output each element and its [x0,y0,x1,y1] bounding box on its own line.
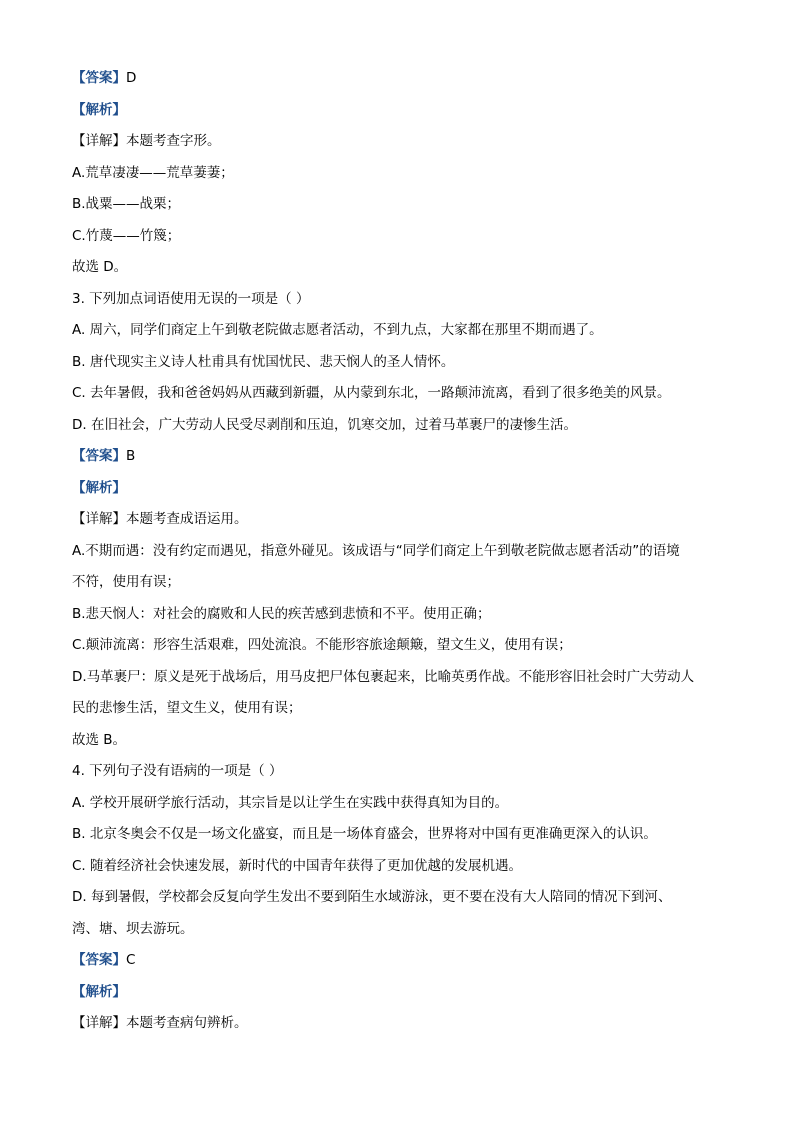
explanation-line: A.荒草凄凄——荒草萋萋； [72,164,234,181]
option-d-q3: D. 在旧社会，广大劳动人民受尽剥削和压迫，饥寒交加，过着马革裹尸的凄惨生活。 [72,416,577,433]
explanation-line: D.马革裹尸：原义是死于战场后，用马皮把尸体包裹起来，比喻英勇作战。不能形容旧社会时广大劳动人 [72,668,695,685]
answer-tag: 【答案】 [72,448,126,464]
question-stem-q3: 3. 下列加点词语使用无误的一项是（ ） [72,290,310,307]
detail-text: 本题考查成语运用。 [126,511,248,527]
option-d-q4: D. 每到暑假，学校都会反复向学生发出不要到陌生水域游泳，更不要在没有大人陪同的情况下到河、 [72,889,672,905]
detail-tag: 【详解】 [72,1015,126,1031]
detail-tag: 【详解】 [72,511,126,527]
option-c-q4: C. 随着经济社会快速发展，新时代的中国青年获得了更加优越的发展机遇。 [72,857,523,874]
analysis-tag: 【解析】 [72,479,126,496]
detail-tag: 【详解】 [72,133,126,149]
explanation-line: C.颠沛流离：形容生活艰难，四处流浪。不能形容旅途颠簸，望文生义，使用有误； [72,637,572,653]
answer-tag: 【答案】 [72,70,126,86]
option-a-q3: A. 周六，同学们商定上午到敬老院做志愿者活动，不到九点，大家都在那里不期而遇了。 [72,322,603,338]
explanation-line: 故选 B。 [72,731,127,748]
answer-line-q3 [72,441,732,473]
explanation-line: B.战粟——战栗； [72,196,181,212]
analysis-tag: 【解析】 [72,101,126,118]
question-stem-q4: 4. 下列句子没有语病的一项是（ ） [72,763,283,779]
explanation-line: C.竹蔑——竹篾； [72,227,181,244]
explanation-line: B.悲天悯人：对社会的腐败和人民的疾苦感到悲愤和不平。使用正确； [72,605,491,622]
option-a-q4: A. 学校开展研学旅行活动，其宗旨是以让学生在实践中获得真知为目的。 [72,794,509,811]
answer-line-q4 [72,945,732,977]
detail-line-q3 [72,504,732,536]
analysis-line-q2 [72,95,732,127]
detail-text: 本题考查字形。 [126,133,221,149]
option-b-q3: B. 唐代现实主义诗人杜甫具有忧国忧民、悲天悯人的圣人情怀。 [72,353,455,370]
analysis-tag: 【解析】 [72,983,126,1000]
answer-value: B [126,448,136,464]
answer-line-q2 [72,63,732,95]
document-page [72,63,732,1040]
option-c-q3: C. 去年暑假，我和爸爸妈妈从西藏到新疆，从内蒙到东北，一路颠沛流离，看到了很多绝美的风景。 [72,385,671,401]
explanation-line: A.不期而遇：没有约定而遇见，指意外碰见。该成语与“同学们商定上午到敬老院做志愿者活动”的语境 [72,542,680,559]
detail-line-q2 [72,126,732,158]
answer-value: C [126,952,136,968]
explanation-line: 不符，使用有误； [72,574,180,590]
detail-line-q4 [72,1008,732,1040]
detail-text: 本题考查病句辨析。 [126,1015,248,1031]
analysis-line-q4 [72,977,732,1009]
answer-value: D [126,70,137,86]
explanation-line: 故选 D。 [72,259,128,275]
option-d-q4-continued: 湾、塘、坝去游玩。 [72,920,194,937]
answer-tag: 【答案】 [72,952,126,968]
analysis-line-q3 [72,473,732,505]
explanation-line: 民的悲惨生活，望文生义，使用有误； [72,700,302,716]
option-b-q4: B. 北京冬奥会不仅是一场文化盛宴，而且是一场体育盛会，世界将对中国有更准确更深入的认识。 [72,826,657,842]
